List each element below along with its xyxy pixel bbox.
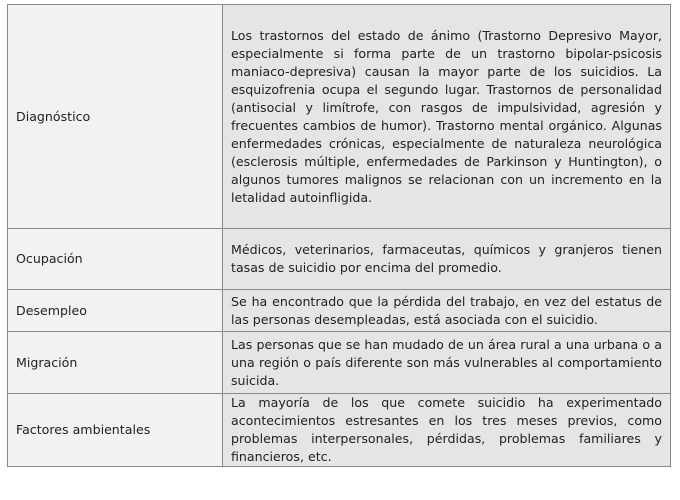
table-row [8,394,671,467]
row-label: Factores ambientales [8,394,223,467]
row-description: Se ha encontrado que la pérdida del trabajo, en vez del estatus de las personas desempleadas, está asociada con el suicidio. [223,290,671,332]
row-label: Desempleo [8,290,223,332]
row-description: Los trastornos del estado de ánimo (Trastorno Depresivo Mayor, especialmente si forma parte de un trastorno bipolar-psicosis maniaco-depresiva) causan la mayor parte de los suicidios. La esquizofrenia ocupa el segundo lugar. Trastornos de personalidad (antisocial y limítrofe, con rasgos de impulsividad, agresión y frecuentes cambios de humor). Trastorno mental orgánico. Algunas enfermedades crónicas, especialmente de naturaleza neurológica (esclerosis múltiple, enfermedades de Parkinson y Huntington), o algunos tumores malignos se relacionan con un incremento en la letalidad autoinfligida. [223,5,671,229]
table-row [8,332,671,394]
row-description: Médicos, veterinarios, farmaceutas, químicos y granjeros tienen tasas de suicidio por encima del promedio. [223,229,671,290]
row-label: Ocupación [8,229,223,290]
table-row [8,5,671,229]
row-description: Las personas que se han mudado de un área rural a una urbana o a una región o país diferente son más vulnerables al comportamiento suicida. [223,332,671,394]
table-row [8,290,671,332]
row-label: Diagnóstico [8,5,223,229]
row-label: Migración [8,332,223,394]
table-row [8,229,671,290]
risk-factors-table [7,4,671,467]
row-description: La mayoría de los que comete suicidio ha experimentado acontecimientos estresantes en los tres meses previos, como problemas interpersonales, pérdidas, problemas familiares y financieros, etc. [223,394,671,467]
